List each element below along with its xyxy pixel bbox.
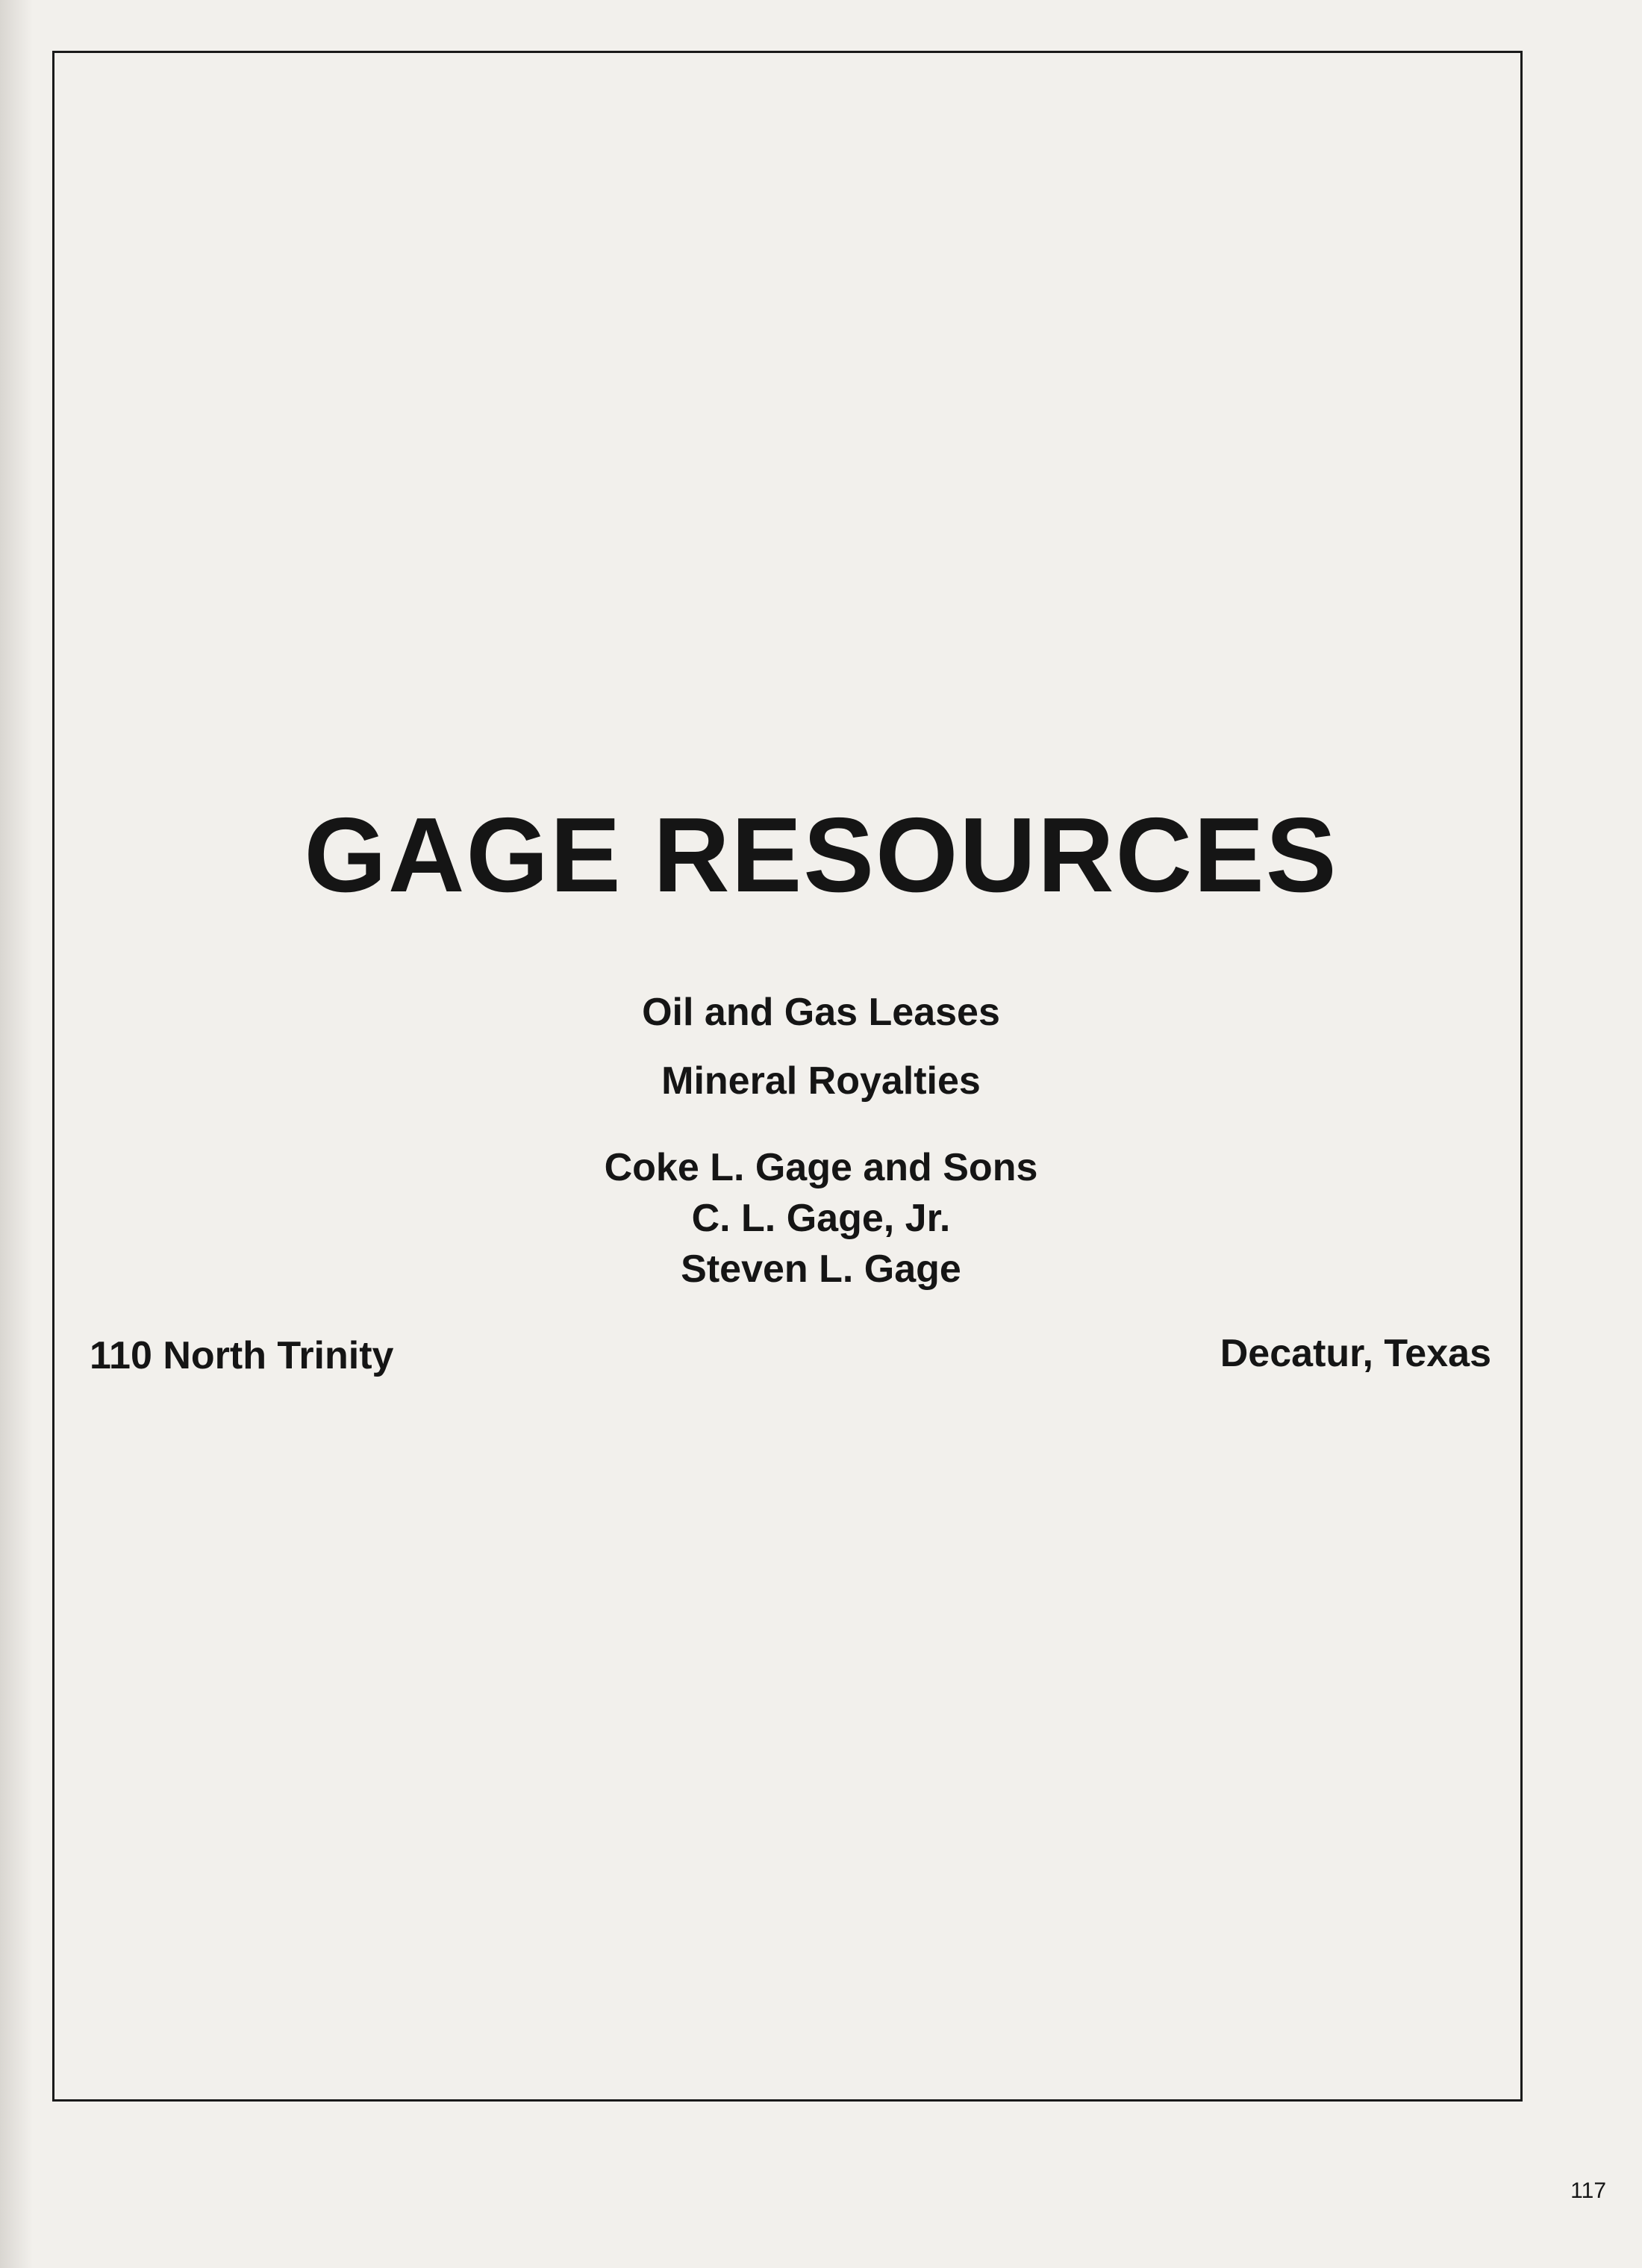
- street-address: 110 North Trinity: [90, 1334, 394, 1377]
- principal-line-1: Coke L. Gage and Sons: [604, 1146, 1038, 1189]
- principal-line-2: C. L. Gage, Jr.: [691, 1197, 951, 1240]
- principal-line-3: Steven L. Gage: [681, 1247, 961, 1291]
- company-title: GAGE RESOURCES: [304, 796, 1338, 915]
- service-line-2: Mineral Royalties: [661, 1059, 981, 1103]
- page-number: 117: [1570, 2178, 1606, 2203]
- page-gutter-shadow: [0, 0, 33, 2268]
- service-line-1: Oil and Gas Leases: [642, 991, 1000, 1034]
- city-state: Decatur, Texas: [1220, 1332, 1491, 1375]
